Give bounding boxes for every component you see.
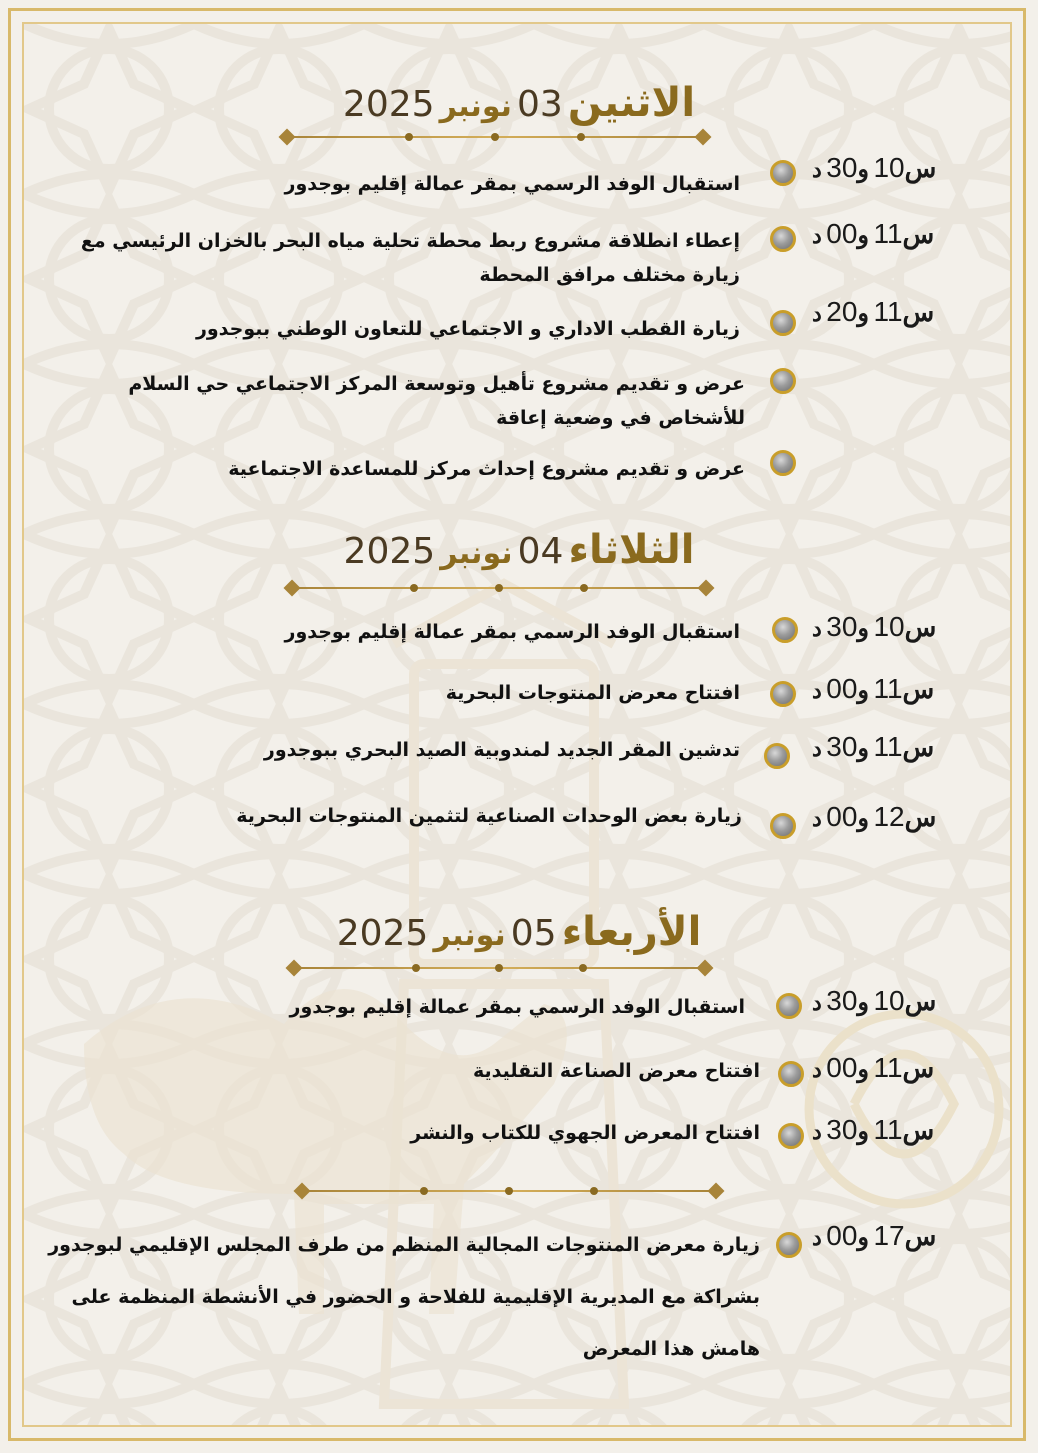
time-slot: س11 و00 د	[812, 218, 935, 249]
agenda-item: إعطاء انطلاقة مشروع ربط محطة تحلية مياه البحر بالخزان الرئيسي مع زيارة مختلف مرافق المحطة	[80, 230, 740, 286]
day-heading-monday	[0, 80, 1038, 126]
bullet-icon	[770, 813, 796, 839]
bullet-icon	[770, 160, 796, 186]
bullet-icon	[770, 226, 796, 252]
agenda-item: استقبال الوفد الرسمي بمقر عمالة إقليم بوجدور	[284, 621, 740, 643]
time-slot: س11 و00 د	[812, 673, 935, 704]
agenda-item: عرض و تقديم مشروع تأهيل وتوسعة المركز الاجتماعي حي السلام للأشخاص في وضعية إعاقة	[128, 373, 745, 429]
agenda-item: افتتاح المعرض الجهوي للكتاب والنشر	[410, 1122, 760, 1144]
agenda-item: تدشين المقر الجديد لمندوبية الصيد البحري ببوجدور	[263, 739, 740, 761]
year: 2025	[343, 531, 436, 572]
time-slot: س11 و30 د	[812, 1114, 935, 1145]
agenda-item: زيارة القطب الاداري و الاجتماعي للتعاون الوطني ببوجدور	[195, 318, 740, 340]
time-slot: س11 و30 د	[812, 731, 935, 762]
agenda-item: افتتاح معرض المنتوجات البحرية	[445, 682, 740, 704]
day-number: 03	[516, 84, 563, 125]
month-name: نونبر	[433, 918, 506, 953]
bullet-icon	[764, 743, 790, 769]
bullet-icon	[770, 450, 796, 476]
bullet-icon	[776, 1232, 802, 1258]
bullet-icon	[770, 310, 796, 336]
agenda-item: زيارة بعض الوحدات الصناعية لتثمين المنتوجات البحرية	[236, 805, 742, 827]
agenda-item: زيارة معرض المنتوجات المجالية المنظم من طرف المجلس الإقليمي لبوجدور بشراكة مع المديرية الإقليمية للفلاحة و الحضور في الأنشطة المنظمة على هامش هذا المعرض	[48, 1234, 760, 1360]
agenda-item: عرض و تقديم مشروع إحداث مركز للمساعدة الاجتماعية	[228, 458, 745, 480]
bullet-icon	[778, 1123, 804, 1149]
day-name: الثلاثاء	[568, 527, 695, 573]
year: 2025	[342, 84, 435, 125]
month-name: نونبر	[440, 536, 513, 571]
day-name: الأربعاء	[561, 909, 702, 955]
bullet-icon	[778, 1061, 804, 1087]
heading-divider	[285, 130, 705, 144]
time-slot: س10 و30 د	[812, 611, 937, 642]
time-slot: س12 و00 د	[812, 801, 937, 832]
section-divider	[300, 1184, 718, 1198]
time-slot: س11 و00 د	[812, 1052, 935, 1083]
day-number: 04	[517, 531, 564, 572]
agenda-item: افتتاح معرض الصناعة التقليدية	[473, 1060, 760, 1082]
time-slot: س11 و20 د	[812, 296, 935, 327]
bullet-icon	[770, 681, 796, 707]
day-heading-tuesday	[0, 527, 1038, 573]
time-slot: س17 و00 د	[812, 1220, 937, 1251]
day-name: الاثنين	[567, 80, 696, 126]
bullet-icon	[770, 368, 796, 394]
bullet-icon	[772, 617, 798, 643]
time-slot: س10 و30 د	[812, 985, 937, 1016]
agenda-item: استقبال الوفد الرسمي بمقر عمالة إقليم بوجدور	[289, 996, 745, 1018]
day-number: 05	[510, 913, 557, 954]
time-slot: س10 و30 د	[812, 152, 937, 183]
heading-divider	[292, 961, 707, 975]
month-name: نونبر	[439, 89, 512, 124]
day-heading-wednesday	[0, 909, 1038, 955]
agenda-item: استقبال الوفد الرسمي بمقر عمالة إقليم بوجدور	[284, 173, 740, 195]
bullet-icon	[776, 993, 802, 1019]
year: 2025	[336, 913, 429, 954]
heading-divider	[290, 581, 708, 595]
